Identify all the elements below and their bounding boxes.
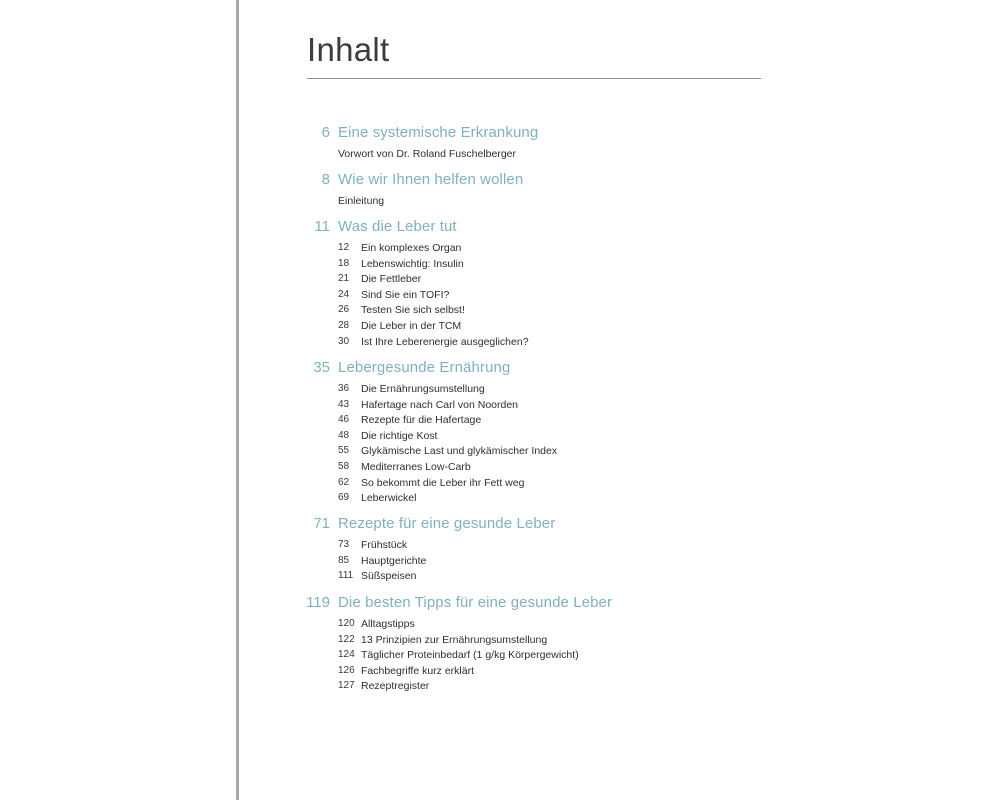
entry-title: Leberwickel: [361, 492, 417, 505]
entry-title: Lebenswichtig: Insulin: [361, 257, 464, 270]
entry-title: Hauptgerichte: [361, 554, 427, 567]
toc-entry[interactable]: [338, 272, 758, 288]
entry-title: Täglicher Proteinbedarf (1 g/kg Körpergewicht): [361, 649, 579, 662]
toc-chapter[interactable]: [300, 356, 760, 382]
page-title: Inhalt: [307, 31, 390, 68]
toc-entry[interactable]: [338, 679, 758, 695]
entry-page-number: 73: [338, 539, 350, 550]
entry-title: Die Ernährungsumstellung: [361, 383, 485, 395]
entry-page-number: 26: [338, 304, 350, 316]
chapter-page-number: 11: [314, 218, 330, 235]
chapter-title: Was die Leber tut: [338, 218, 457, 235]
entry-page-number: 127: [338, 680, 355, 692]
toc-chapter[interactable]: [300, 591, 760, 617]
toc-entry[interactable]: [338, 319, 758, 335]
toc-chapter[interactable]: [300, 121, 760, 147]
entry-page-number: 126: [338, 664, 355, 676]
entry-title: Glykämische Last und glykämischer Index: [361, 445, 558, 458]
entry-title: 13 Prinzipien zur Ernährungsumstellung: [361, 633, 548, 646]
entry-page-number: 48: [338, 429, 350, 441]
entry-page-number: 18: [338, 257, 350, 269]
entry-title: Sind Sie ein TOFI?: [361, 288, 450, 301]
toc-entry[interactable]: [338, 398, 758, 414]
chapter-title: Eine systemische Erkrankung: [338, 124, 539, 141]
toc-entry[interactable]: [338, 554, 758, 570]
chapter-page-number: 119: [306, 594, 330, 611]
entry-page-number: 55: [338, 445, 350, 457]
toc-entry[interactable]: [338, 538, 758, 554]
entry-title: Ein komplexes Organ: [361, 242, 462, 254]
entry-page-number: 122: [338, 633, 355, 645]
entry-title: Die richtige Kost: [361, 429, 438, 442]
toc-entry[interactable]: [338, 303, 758, 319]
toc-chapter[interactable]: [300, 512, 760, 538]
toc-entry[interactable]: [338, 617, 758, 633]
chapter-page-number: 71: [313, 515, 330, 532]
toc-entry[interactable]: [338, 491, 758, 507]
entry-page-number: 111: [338, 570, 354, 582]
entry-page-number: 21: [338, 273, 350, 285]
toc-entry[interactable]: [338, 429, 758, 445]
toc-entry[interactable]: [338, 460, 758, 476]
toc-entry[interactable]: [338, 569, 758, 585]
toc-entry[interactable]: [338, 241, 758, 257]
toc-entry[interactable]: [338, 476, 758, 492]
entry-page-number: 30: [338, 335, 350, 347]
toc-entry[interactable]: [338, 413, 758, 429]
entry-title: Ist Ihre Leberenergie ausgeglichen?: [361, 335, 529, 348]
entry-page-number: 46: [338, 414, 350, 426]
chapter-page-number: 35: [313, 359, 330, 376]
chapter-subtitle: Einleitung: [338, 195, 385, 207]
entry-page-number: 120: [338, 618, 355, 629]
entry-title: Die Fettleber: [361, 273, 422, 286]
entry-page-number: 36: [338, 383, 350, 394]
entry-page-number: 28: [338, 320, 350, 331]
entry-title: Fachbegriffe kurz erklärt: [361, 664, 475, 677]
toc-entry[interactable]: [338, 633, 758, 649]
chapter-page-number: 8: [321, 171, 330, 188]
entry-page-number: 124: [338, 649, 355, 661]
entry-page-number: 62: [338, 476, 350, 488]
entry-title: Hafertage nach Carl von Noorden: [361, 398, 519, 411]
entry-title: Rezeptregister: [361, 680, 430, 693]
entry-page-number: 85: [338, 554, 350, 566]
entry-title: Testen Sie sich selbst!: [361, 304, 465, 317]
chapter-title: Lebergesunde Ernährung: [338, 359, 511, 376]
chapter-title: Wie wir Ihnen helfen wollen: [338, 171, 524, 188]
toc-entry[interactable]: [338, 648, 758, 664]
chapter-page-number: 6: [321, 124, 330, 141]
entry-title: Süßspeisen: [361, 570, 417, 583]
entry-title: Mediterranes Low-Carb: [361, 461, 471, 473]
entry-page-number: 58: [338, 461, 350, 472]
toc-entry[interactable]: [338, 257, 758, 273]
entry-page-number: 43: [338, 398, 350, 410]
toc-entry[interactable]: [338, 444, 758, 460]
entry-page-number: 69: [338, 492, 350, 504]
chapter-title: Die besten Tipps für eine gesunde Leber: [338, 594, 613, 611]
chapter-subtitle: Vorwort von Dr. Roland Fuschelberger: [338, 148, 517, 160]
chapter-title: Rezepte für eine gesunde Leber: [338, 515, 556, 532]
toc-entry[interactable]: [338, 288, 758, 304]
toc-entry[interactable]: [338, 382, 758, 398]
entry-title: Rezepte für die Hafertage: [361, 414, 482, 427]
entry-title: Alltagstipps: [361, 618, 415, 630]
entry-title: Frühstück: [361, 539, 408, 551]
entry-page-number: 12: [338, 242, 350, 253]
toc-entry[interactable]: [338, 335, 758, 351]
entry-title: So bekommt die Leber ihr Fett weg: [361, 476, 525, 489]
toc-chapter[interactable]: [300, 215, 760, 241]
toc-entry[interactable]: [338, 664, 758, 680]
toc-chapter[interactable]: [300, 168, 760, 194]
entry-page-number: 24: [338, 288, 350, 300]
entry-title: Die Leber in der TCM: [361, 320, 462, 332]
